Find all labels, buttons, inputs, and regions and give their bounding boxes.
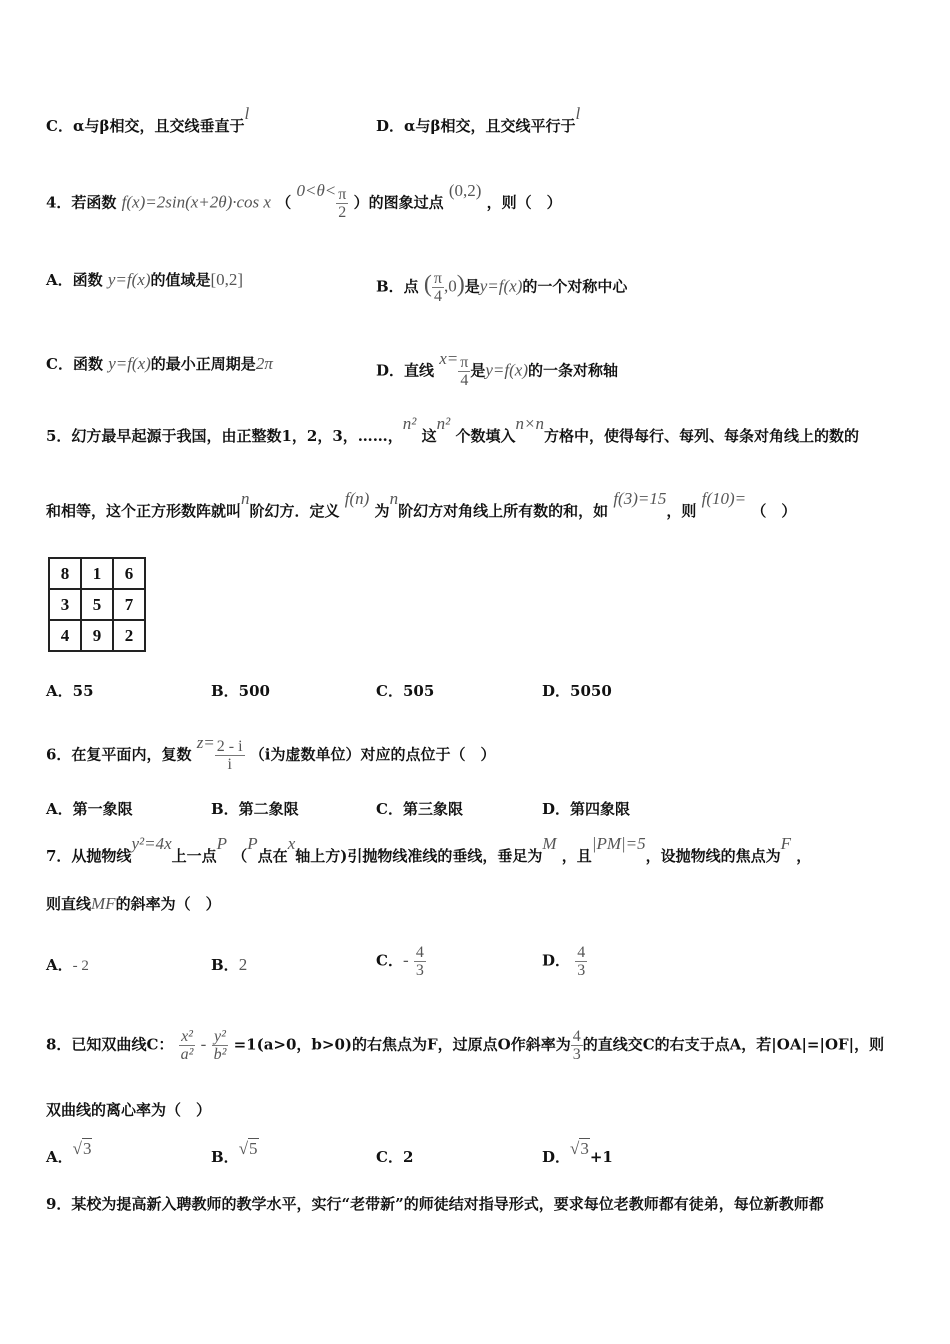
grid-cell: 7 bbox=[113, 589, 145, 620]
q6-option-a: A．第一象限 bbox=[46, 800, 133, 818]
q8-y-fraction: $\frac{\text{y²}}{\text{b²}}$ bbox=[213, 1028, 227, 1063]
grid-row bbox=[49, 620, 145, 651]
q8-stem-line2: 双曲线的离心率为（ ） bbox=[46, 1101, 212, 1119]
magic-square-grid bbox=[48, 557, 146, 652]
grid-cell: 2 bbox=[113, 620, 145, 651]
q4-function: f(x)=2sin(x+2θ)·cos x bbox=[121, 192, 271, 212]
q4-point: (0,2) bbox=[448, 180, 482, 200]
q5-option-a: A．55 bbox=[46, 682, 94, 700]
q6-option-b: B．第二象限 bbox=[211, 800, 299, 818]
sqrt-icon: √3 bbox=[72, 1139, 92, 1158]
q4-condition: 0<θ< bbox=[296, 180, 337, 200]
q7-stem-line1: 7．从抛物线y²=4x上一点P （P点在x轴上方)引抛物线准线的垂线，垂足为M ，且|PM|=5，设抛物线的焦点为F ， bbox=[46, 834, 812, 865]
math-l: l bbox=[575, 104, 581, 123]
q3-option-d: D．α与β相交，且交线平行于l bbox=[376, 104, 581, 135]
q4-option-b: B．点 ( $\frac{\pi}{4}$ ,0)是y=f(x)的一个对称中心 bbox=[376, 270, 628, 305]
q7-option-d: D． $\frac{4}{3}$ bbox=[542, 944, 586, 979]
math-l: l bbox=[244, 104, 250, 123]
q8-option-d: D．√3+1 bbox=[542, 1139, 613, 1166]
q8-slope-fraction: $\frac{4}{3}$ bbox=[572, 1028, 581, 1063]
q7-option-b: B．2 bbox=[211, 955, 248, 974]
q8-option-a: A．√3 bbox=[46, 1139, 92, 1166]
grid-row bbox=[49, 558, 145, 589]
q8-option-c: C．2 bbox=[376, 1148, 414, 1166]
q7-stem-line2: 则直线MF的斜率为（ ） bbox=[46, 894, 221, 913]
grid-cell: 3 bbox=[49, 589, 81, 620]
grid-cell: 4 bbox=[49, 620, 81, 651]
q5-option-c: C．505 bbox=[376, 682, 435, 700]
grid-cell: 9 bbox=[81, 620, 113, 651]
q8-option-b: B．√5 bbox=[211, 1139, 258, 1166]
q9-stem-line1: 9．某校为提高新入聘教师的教学水平，实行“老带新”的师徒结对指导形式，要求每位老教师都有徒弟，每位新教师都 bbox=[46, 1195, 824, 1213]
q5-stem-line2: 和相等，这个正方形数阵就叫n阶幻方．定义 f(n) 为n阶幻方对角线上所有数的和，如 f(3)=15，则 f(10)= （ ） bbox=[46, 489, 797, 520]
q3-option-c: C．α与β相交，且交线垂直于l bbox=[46, 104, 250, 135]
q4-stem: 4．若函数 f(x)=2sin(x+2θ)·cos x （ 0<θ< $\frac{\pi}{2}$ ）的图象过点 (0,2) ，则（ ） bbox=[46, 180, 562, 221]
q6-stem: 6．在复平面内，复数 z= $\frac{2 - i}{i}$ （i为虚数单位）对应的点位于（ ） bbox=[46, 732, 496, 773]
q5-option-d: D．5050 bbox=[542, 682, 612, 700]
q5-stem-line1: 5．幻方最早起源于我国，由正整数1，2，3，……，n² 这n² 个数填入n×n方格中，使得每行、每列、每条对角线上的数的 bbox=[46, 414, 859, 445]
sqrt-icon: √3 bbox=[570, 1139, 589, 1158]
q6-option-c: C．第三象限 bbox=[376, 800, 463, 818]
q8-stem-line1: 8．已知双曲线C： $\frac{\text{x²}}{\text{a²}}$ - $\frac{\text{y²}}{\text{b²}}$ =1(a>0，b>0)的右焦点为F，过原点O作斜率为 $\frac{4}{3}$ 的直线交C的右支于点A，若|OA|=|OF|，则 bbox=[46, 1028, 885, 1063]
q5-option-b: B．500 bbox=[211, 682, 270, 700]
grid-row bbox=[49, 589, 145, 620]
q7-option-a: A．- 2 bbox=[46, 956, 89, 974]
q6-option-d: D．第四象限 bbox=[542, 800, 631, 818]
q4-condition-frac: $\frac{\pi}{2}$ bbox=[338, 186, 347, 221]
grid-cell: 5 bbox=[81, 589, 113, 620]
q8-x-fraction: $\frac{\text{x²}}{\text{a²}}$ bbox=[180, 1028, 194, 1063]
q7-option-c: C．- $\frac{4}{3}$ bbox=[376, 944, 424, 979]
grid-cell: 8 bbox=[49, 558, 81, 589]
q4-option-d: D．直线 x= $\frac{\pi}{4}$ 是y=f(x)的一条对称轴 bbox=[376, 348, 618, 389]
q6-fraction: $\frac{2 - i}{i}$ bbox=[216, 738, 243, 773]
grid-cell: 1 bbox=[81, 558, 113, 589]
sqrt-icon: √5 bbox=[238, 1139, 258, 1158]
q4-option-c: C．函数 y=f(x)的最小正周期是2π bbox=[46, 354, 273, 373]
q4-option-a: A．函数 y=f(x)的值域是[0,2] bbox=[46, 270, 244, 289]
grid-cell: 6 bbox=[113, 558, 145, 589]
